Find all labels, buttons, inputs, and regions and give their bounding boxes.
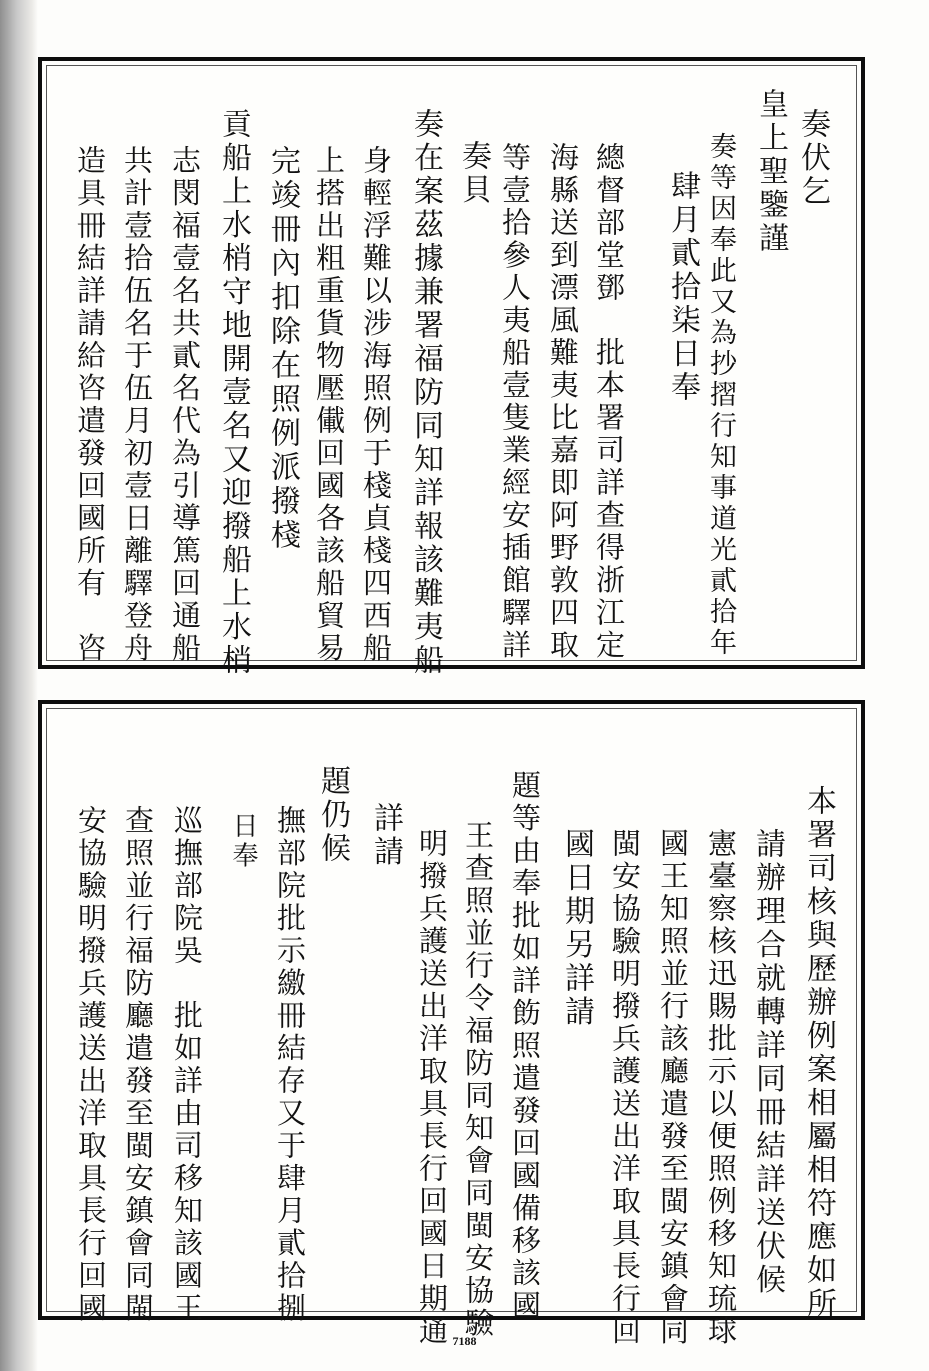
text-column: 題等由奉批如詳飭照遣發回國備移該國: [508, 770, 542, 1323]
text-column: 撫部院批示繳冊結存又于肆月貳拾捌: [273, 805, 307, 1325]
book-binding-gutter: [0, 0, 38, 1371]
text-column: 巡撫部院吳 批如詳由司移知該國王: [170, 805, 204, 1325]
text-column: 肆月貳拾柒日奉: [665, 170, 700, 405]
text-column: 總督部堂鄧 批本署司詳查得浙江定: [592, 142, 626, 662]
text-column: 請辦理合就轉詳同冊結詳送伏候: [750, 828, 785, 1297]
text-column: 本署司核與歷辦例案相屬相符應如所: [801, 785, 836, 1321]
text-column: 題仍候: [315, 765, 350, 866]
text-column: 志閔福壹名共貳名代為引導篤回通船: [168, 145, 202, 665]
text-column: 奏等因奉此又為抄摺行知事道光貳拾年: [705, 132, 736, 659]
text-column: 身輕浮難以涉海照例于棧貞棧四西船: [359, 145, 393, 665]
text-column: 奏貝: [456, 140, 491, 207]
page-number: 7188: [452, 1334, 477, 1348]
text-column: 皇上聖鑒謹: [753, 88, 788, 256]
text-column: 王查照並行令福防同知會同閩安協驗: [461, 820, 495, 1340]
text-column: 上搭出粗重貨物壓儎回國各該船貿易: [312, 145, 346, 665]
text-column: 明撥兵護送出洋取具長行回國日期通: [415, 828, 449, 1348]
text-column: 奏伏乞: [795, 108, 830, 209]
text-column: 等壹拾參人夷船壹隻業經安插館驛詳: [498, 142, 532, 662]
top-document-panel: [38, 57, 865, 669]
text-column: 海縣送到漂風難夷比嘉即阿野敦四取: [546, 142, 580, 662]
text-column: 查照並行福防廳遣發至閩安鎮會同閩: [121, 805, 155, 1325]
text-column: 國王知照並行該廳遣發至閩安鎮會同: [656, 828, 690, 1348]
text-column: 共計壹拾伍名于伍月初壹日離驛登舟: [120, 145, 154, 665]
text-column: 憲臺察核迅賜批示以便照例移知琉球: [704, 828, 738, 1348]
text-column: 奏在案茲據兼署福防同知詳報該難夷船: [408, 108, 443, 678]
bottom-document-panel: [38, 700, 865, 1320]
text-column: 國日期另詳請: [559, 828, 594, 1029]
text-column: 閩安協驗明撥兵護送出洋取具長行回: [608, 828, 642, 1348]
text-column: 日奉: [228, 812, 258, 871]
text-column: 詳請: [368, 802, 403, 869]
text-column: 安協驗明撥兵護送出洋取具長行回國: [74, 805, 108, 1325]
text-column: 完竣冊內扣除在照例派撥棧: [265, 145, 300, 553]
text-column: 造具冊結詳請給咨遣發回國所有 咨: [73, 145, 107, 665]
text-column: 貢船上水梢守地開壹名又迎撥船上水梢: [216, 108, 251, 678]
